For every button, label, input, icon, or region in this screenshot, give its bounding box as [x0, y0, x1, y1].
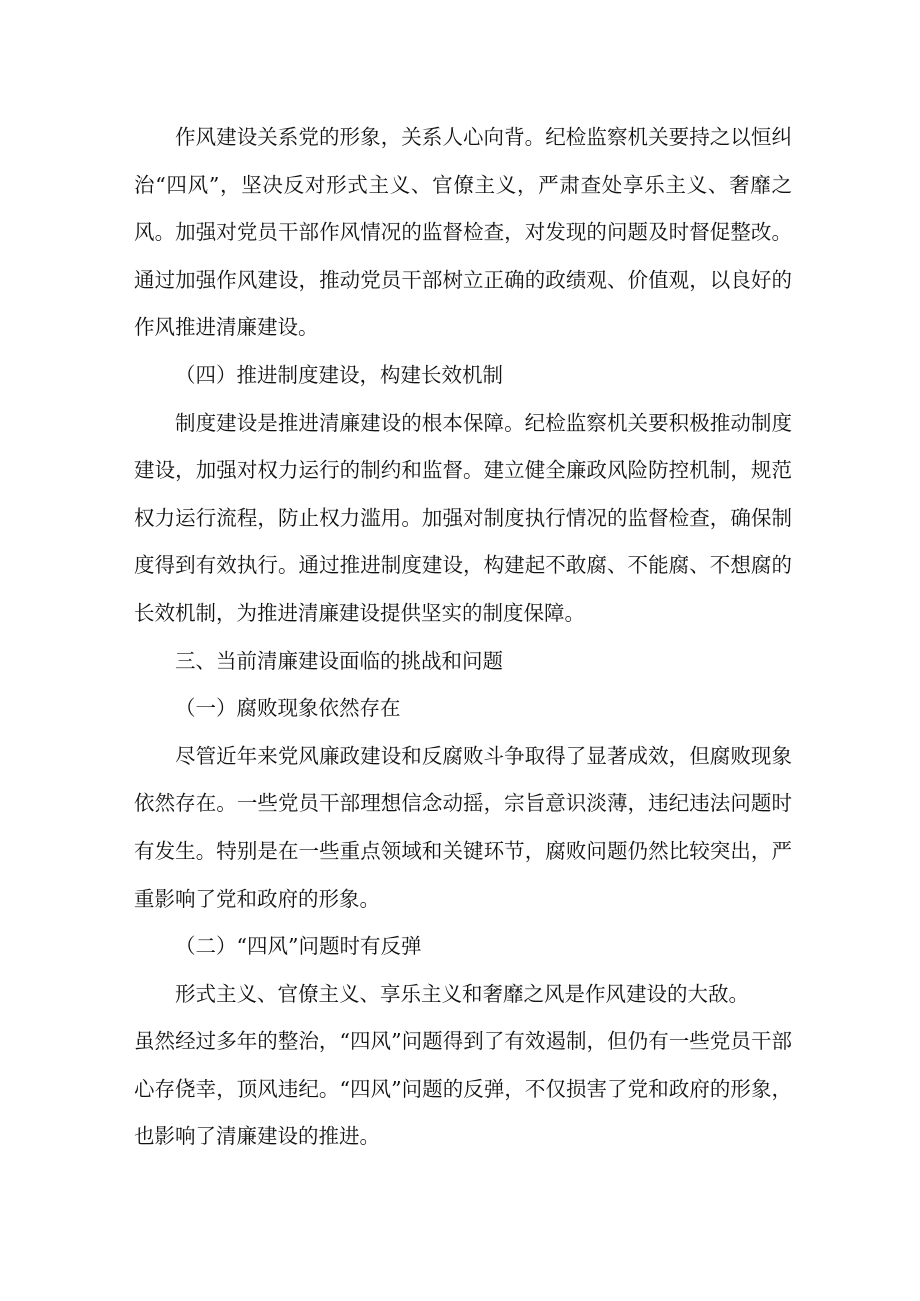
- heading-system-building: （四）推进制度建设，构建长效机制: [175, 362, 503, 387]
- document-body: [134, 114, 792, 1161]
- heading-four-winds: （二）“四风”问题时有反弹: [175, 934, 422, 959]
- paragraph-four-winds: 虽然经过多年的整治，“四风”问题得到了有效遏制，但仍有一些党员干部心存侥幸，顶风违纪。“四风”问题的反弹，不仅损害了党和政府的形象，也影响了清廉建设的推进。: [134, 1029, 792, 1149]
- paragraph-system-building: 制度建设是推进清廉建设的根本保障。纪检监察机关要积极推动制度建设，加强对权力运行的制约和监督。建立健全廉政风险防控机制，规范权力运行流程，防止权力滥用。加强对制度执行情况的监督检查，确保制度得到有效执行。通过推进制度建设，构建起不敢腐、不能腐、不想腐的长效机制，为推进清廉建设提供坚实的制度保障。: [134, 410, 792, 625]
- paragraph-four-winds-intro: 形式主义、官僚主义、享乐主义和奢靡之风是作风建设的大敌。: [175, 981, 749, 1006]
- heading-section-three: 三、当前清廉建设面临的挑战和问题: [175, 648, 503, 673]
- heading-corruption: （一）腐败现象依然存在: [175, 696, 401, 721]
- paragraph-corruption: 尽管近年来党风廉政建设和反腐败斗争取得了显著成效，但腐败现象依然存在。一些党员干部理想信念动摇，宗旨意识淡薄，违纪违法问题时有发生。特别是在一些重点领域和关键环节，腐败问题仍然比较突出，严重影响了党和政府的形象。: [134, 743, 792, 911]
- paragraph-work-style: 作风建设关系党的形象，关系人心向背。纪检监察机关要持之以恒纠治“四风”，坚决反对形式主义、官僚主义，严肃查处享乐主义、奢靡之风。加强对党员干部作风情况的监督检查，对发现的问题及时督促整改。通过加强作风建设，推动党员干部树立正确的政绩观、价值观，以良好的作风推进清廉建设。: [134, 125, 792, 340]
